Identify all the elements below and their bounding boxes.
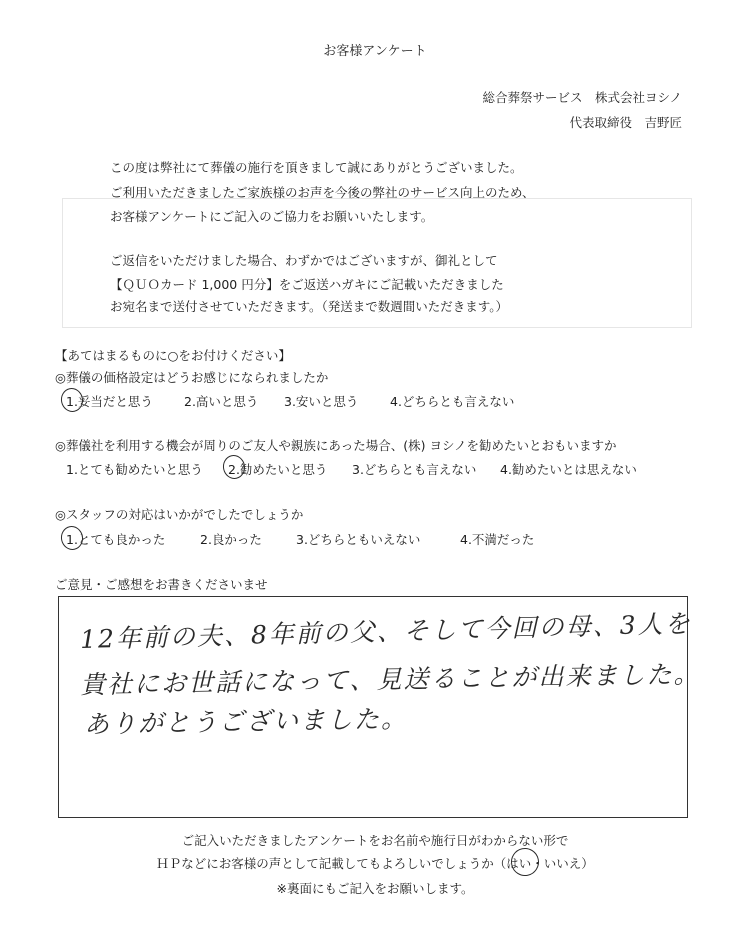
intro-line-6: お宛名まで送付させていただきます。（発送まで数週間いただきます。） <box>110 299 509 314</box>
handwritten-comment-line-2: 貴社にお世話になって、見送ることが出来ました。 <box>79 659 701 700</box>
question-2-option-1[interactable]: 1.とても勧めたいと思う <box>66 462 203 477</box>
question-2-option-4[interactable]: 4.勧めたいとは思えない <box>500 462 637 477</box>
question-3-option-2[interactable]: 2.良かった <box>200 532 262 547</box>
intro-line-4: ご返信をいただけました場合、わずかではございますが、御礼として <box>110 253 498 268</box>
handwritten-comment-line-1: 12年前の夫、8年前の父、そして今回の母、3人を <box>79 608 692 654</box>
question-3-option-1[interactable]: 1.とても良かった <box>66 532 166 547</box>
intro-line-5: 【ＱＵＯカード 1,000 円分】をご返送ハガキにご記載いただきました <box>110 277 504 292</box>
question-3-option-4[interactable]: 4.不満だった <box>460 532 535 547</box>
representative-name: 代表取締役 吉野匠 <box>569 115 682 130</box>
question-2-text: ◎葬儀社を利用する機会が周りのご友人や親族にあった場合、(株) ヨシノを勧めたいとおもいますか <box>55 438 617 453</box>
question-3-text: ◎スタッフの対応はいかがでしたでしょうか <box>55 507 304 522</box>
question-2-option-3[interactable]: 3.どちらとも言えない <box>352 462 477 477</box>
page-title: お客様アンケート <box>323 44 427 59</box>
instructions: 【あてはまるものに○をお付けください】 <box>55 348 291 363</box>
company-name: 総合葬祭サービス 株式会社ヨシノ <box>482 90 682 105</box>
footer-line-2: ＨＰなどにお客様の声として記載してもよろしいでしょうか（はい・いいえ） <box>156 856 594 871</box>
question-2-option-2[interactable]: 2.勧めたいと思う <box>228 462 328 477</box>
intro-line-3: お客様アンケートにご記入のご協力をお願いいたします。 <box>110 209 434 224</box>
handwritten-comment-line-3: ありがとうございました。 <box>83 704 409 739</box>
footer-line-3: ※裏面にもご記入をお願いします。 <box>276 881 474 896</box>
consent-answer-circle <box>508 845 541 878</box>
intro-line-1: この度は弊社にて葬儀の施行を頂きまして誠にありがとうございました。 <box>110 160 523 175</box>
question-1-option-1[interactable]: 1.妥当だと思う <box>66 394 153 409</box>
question-1-option-4[interactable]: 4.どちらとも言えない <box>390 394 515 409</box>
question-1-text: ◎葬儀の価格設定はどうお感じになられましたか <box>55 370 329 385</box>
comments-label: ご意見・ご感想をお書きくださいませ <box>55 577 268 592</box>
intro-line-2: ご利用いただきましたご家族様のお声を今後の弊社のサービス向上のため、 <box>110 185 535 200</box>
question-1-option-3[interactable]: 3.安いと思う <box>284 394 359 409</box>
question-3-option-3[interactable]: 3.どちらともいえない <box>296 532 421 547</box>
footer-line-1: ご記入いただきましたアンケートをお名前や施行日がわからない形で <box>181 833 569 848</box>
question-1-option-2[interactable]: 2.高いと思う <box>184 394 259 409</box>
